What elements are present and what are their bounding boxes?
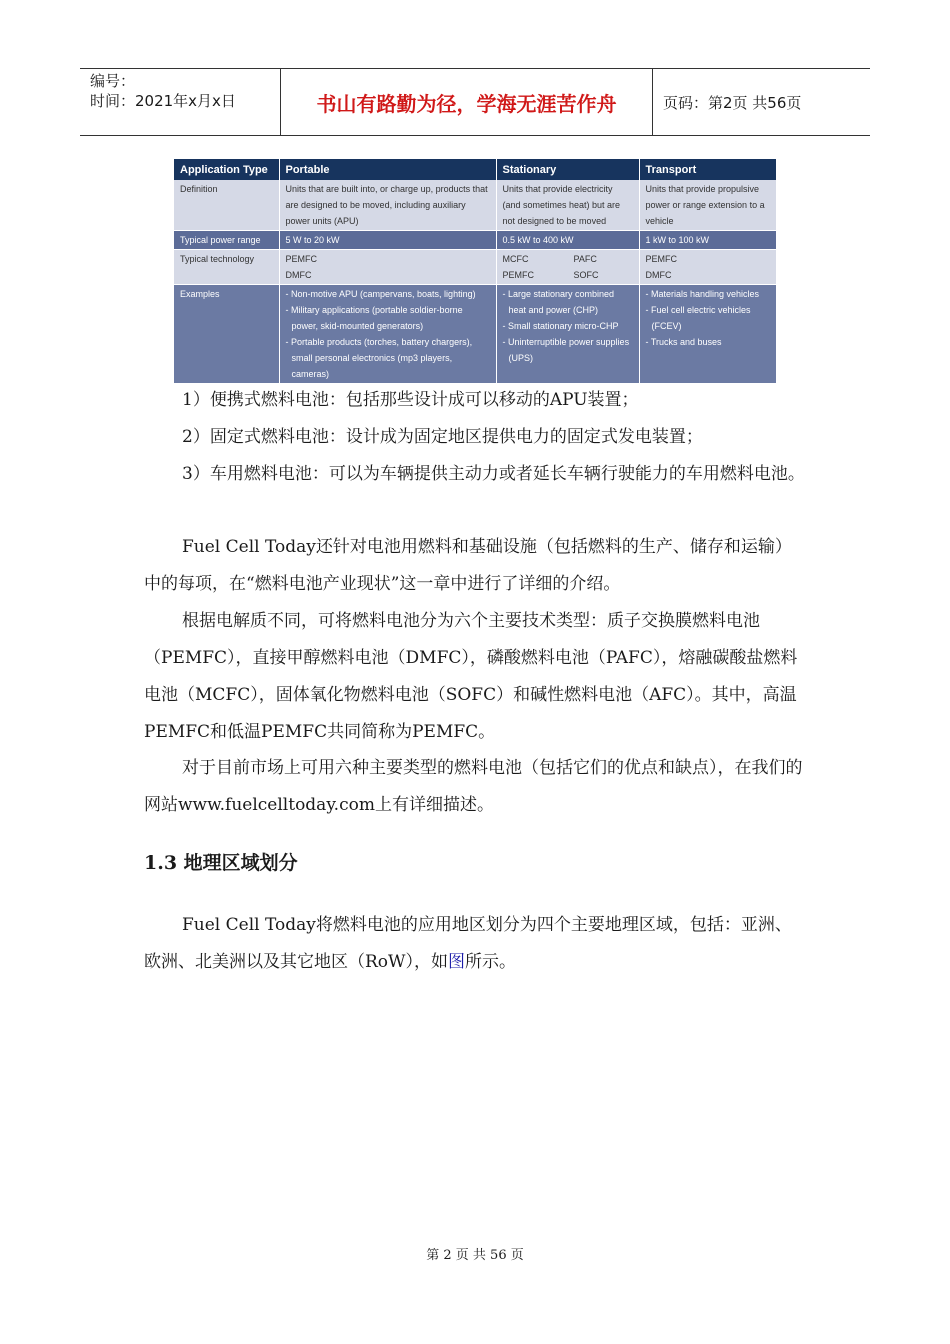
header-meta bbox=[80, 69, 281, 135]
example-item: - Non-motive APU (campervans, boats, lighting) bbox=[285, 289, 476, 299]
table-cell bbox=[639, 250, 776, 285]
application-type-table bbox=[174, 159, 776, 384]
table-cell bbox=[279, 250, 496, 285]
table-header-cell: Stationary bbox=[496, 159, 639, 180]
tech-item: SOFC bbox=[573, 270, 599, 280]
example-item: - Fuel cell electric vehicles (FCEV) bbox=[645, 305, 751, 331]
table-cell: 0.5 kW to 400 kW bbox=[496, 231, 639, 250]
table-row-examples bbox=[174, 285, 776, 384]
tech-item: PEMFC bbox=[502, 270, 534, 280]
section-heading: 1.3 地理区域划分 bbox=[144, 852, 298, 874]
header-motto: 书山有路勤为径，学海无涯苦作舟 bbox=[281, 69, 653, 135]
table-cell: 1 kW to 100 kW bbox=[639, 231, 776, 250]
table-cell bbox=[639, 285, 776, 384]
page-header bbox=[80, 68, 870, 136]
paragraph-fuel-infrastructure: Fuel Cell Today还针对电池用燃料和基础设施（包括燃料的生产、储存和运输）中的每项，在“燃料电池产业现状”这一章中进行了详细的介绍。 bbox=[144, 537, 792, 594]
document-number-label: 编号： bbox=[90, 72, 136, 90]
tech-item: PEMFC bbox=[645, 254, 677, 264]
tech-item: PAFC bbox=[573, 254, 597, 264]
table-row-technology bbox=[174, 250, 776, 285]
row-label: Typical technology bbox=[174, 250, 279, 285]
table-cell: Units that provide propulsive power or range extension to a vehicle bbox=[639, 180, 776, 231]
table-cell bbox=[279, 285, 496, 384]
table-header-cell: Application Type bbox=[174, 159, 279, 180]
paragraph-stationary: 2）固定式燃料电池：设计成为固定地区提供电力的固定式发电装置； bbox=[182, 427, 703, 447]
table-row-definition bbox=[174, 180, 776, 231]
page-footer: 第 2 页 共 56 页 bbox=[426, 1248, 524, 1263]
paragraph-website: 对于目前市场上可用六种主要类型的燃料电池（包括它们的优点和缺点），在我们的网站www.fuelcelltoday.com上有详细描述。 bbox=[144, 758, 803, 815]
header-page-label: 页码：第2页 共56页 bbox=[663, 93, 802, 112]
example-item: - Materials handling vehicles bbox=[645, 289, 760, 299]
regions-text: Fuel Cell Today将燃料电池的应用地区划分为四个主要地理区域，包括：亚洲、欧洲、北美洲以及其它地区（RoW），如 bbox=[144, 915, 792, 972]
example-item: - Uninterruptible power supplies (UPS) bbox=[502, 337, 630, 363]
paragraph-transport: 3）车用燃料电池：可以为车辆提供主动力或者延长车辆行驶能力的车用燃料电池。 bbox=[182, 464, 805, 484]
example-item: - Small stationary micro-CHP bbox=[502, 321, 619, 331]
table-cell: Units that provide electricity (and sometimes heat) but are not designed to be moved bbox=[496, 180, 639, 231]
example-item: - Military applications (portable soldier-borne power, skid-mounted generators) bbox=[285, 305, 463, 331]
table-cell: Units that are built into, or charge up, products that are designed to be moved, including auxiliary power units (APU) bbox=[279, 180, 496, 231]
row-label: Typical power range bbox=[174, 231, 279, 250]
regions-text-end: 所示。 bbox=[465, 952, 517, 972]
figure-link[interactable]: 图 bbox=[448, 952, 466, 972]
table-cell: 5 W to 20 kW bbox=[279, 231, 496, 250]
table-cell bbox=[496, 250, 639, 285]
paragraph-technology-types: 根据电解质不同，可将燃料电池分为六个主要技术类型：质子交换膜燃料电池（PEMFC），直接甲醇燃料电池（DMFC），磷酸燃料电池（PAFC），熔融碳酸盐燃料电池（MCFC），固体氧化物燃料电池（SOFC）和碱性燃料电池（AFC）。其中，高温PEMFC和低温PEMFC共同简称为PEMFC。 bbox=[144, 611, 798, 742]
example-item: - Portable products (torches, battery chargers), small personal electronics (mp3 players, cameras) bbox=[285, 337, 473, 379]
tech-item: MCFC bbox=[502, 254, 529, 264]
example-item: - Large stationary combined heat and power (CHP) bbox=[502, 289, 615, 315]
table-row-power bbox=[174, 231, 776, 250]
table-header-row bbox=[174, 159, 776, 180]
tech-item: DMFC bbox=[285, 270, 312, 280]
paragraph-portable: 1）便携式燃料电池：包括那些设计成可以移动的APU装置； bbox=[182, 390, 639, 410]
example-item: - Trucks and buses bbox=[645, 337, 722, 347]
row-label: Examples bbox=[174, 285, 279, 384]
tech-item: PEMFC bbox=[285, 254, 317, 264]
tech-item: DMFC bbox=[645, 270, 672, 280]
row-label: Definition bbox=[174, 180, 279, 231]
table-header-cell: Transport bbox=[639, 159, 776, 180]
paragraph-regions bbox=[144, 907, 806, 981]
tech-grid bbox=[503, 251, 633, 283]
document-time-label: 时间：2021年x月x日 bbox=[90, 92, 236, 110]
table-cell bbox=[496, 285, 639, 384]
table-header-cell: Portable bbox=[279, 159, 496, 180]
